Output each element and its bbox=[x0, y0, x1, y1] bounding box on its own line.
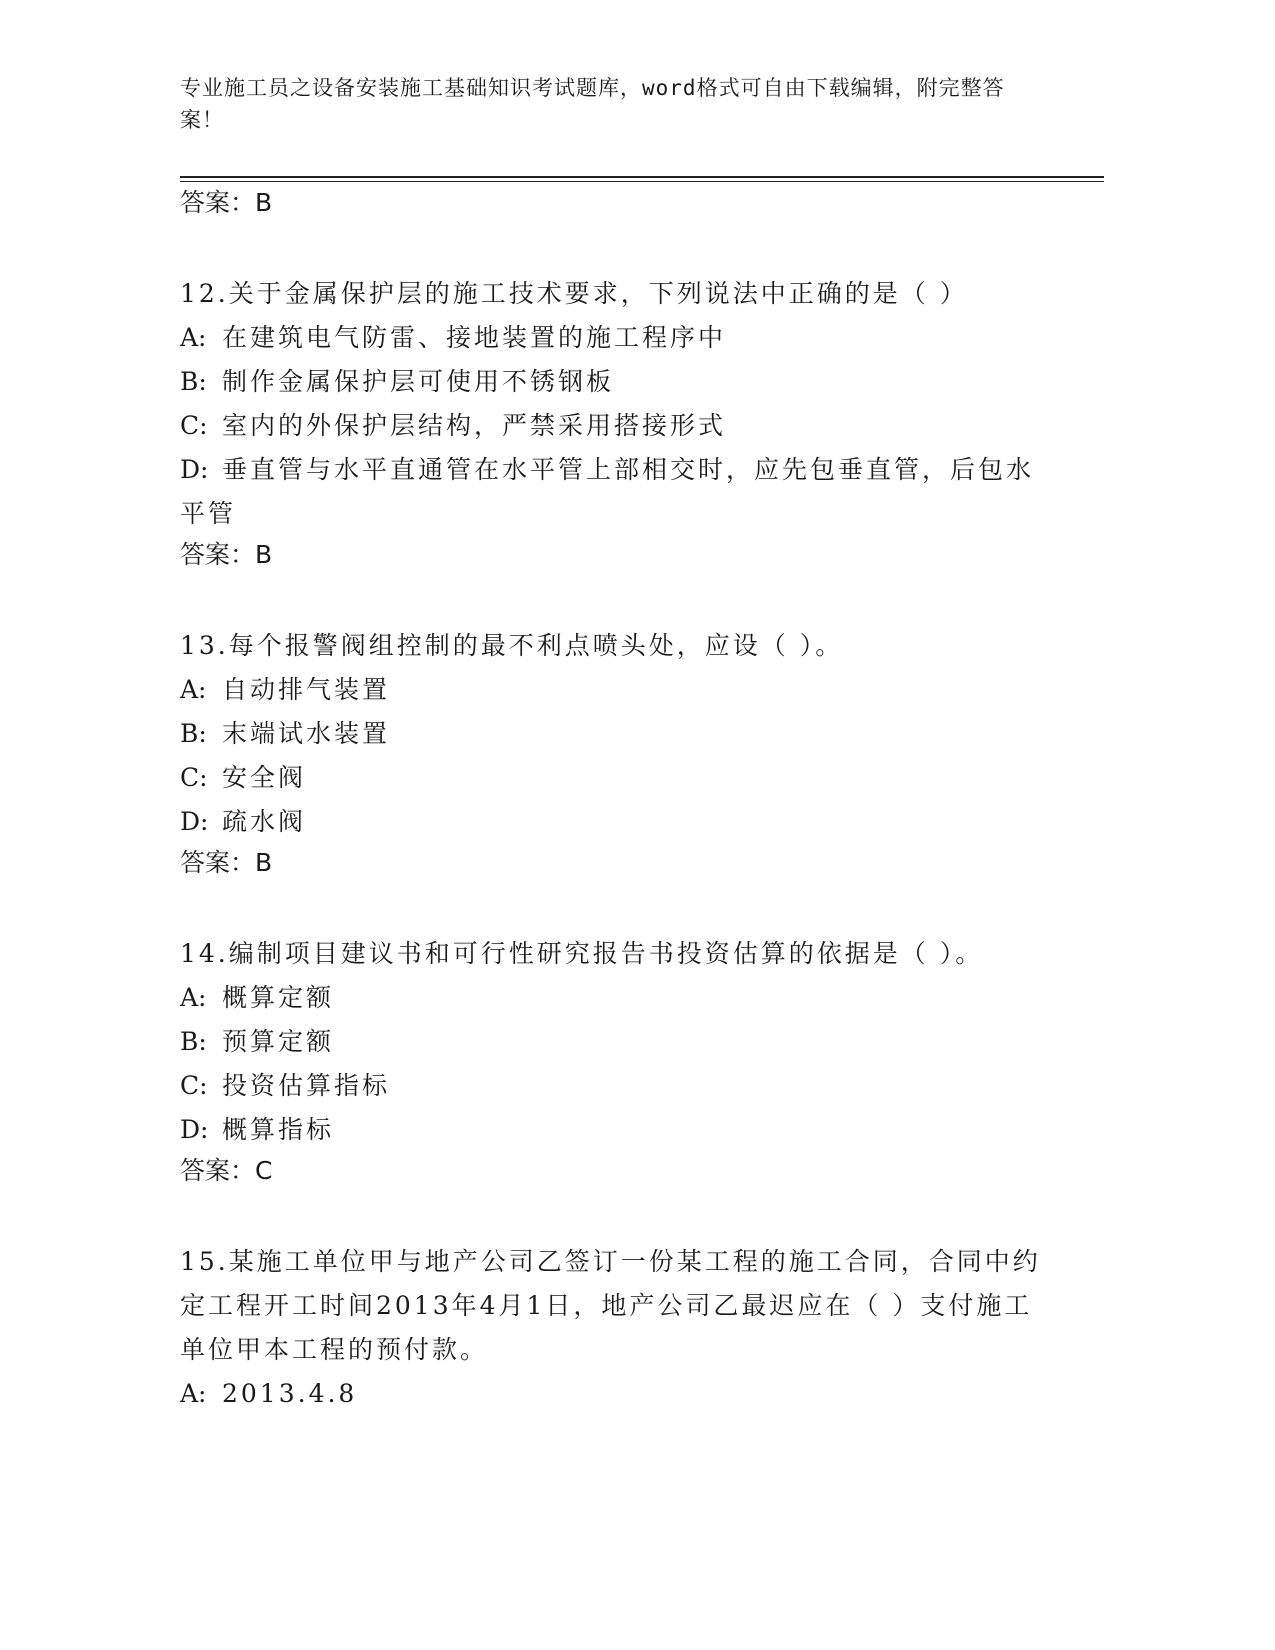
option-a bbox=[180, 668, 1060, 712]
question-stem: 14.编制项目建议书和可行性研究报告书投资估算的依据是（ ）。 bbox=[180, 939, 984, 968]
option-label: C: bbox=[180, 1071, 208, 1100]
option-label: A: bbox=[180, 675, 207, 704]
question-list bbox=[180, 184, 1060, 1416]
option-label: A: bbox=[180, 1379, 207, 1408]
question-12 bbox=[180, 272, 1060, 580]
header-divider bbox=[180, 176, 1104, 182]
option-label: C: bbox=[180, 411, 208, 440]
option-text: 末端试水装置 bbox=[222, 719, 391, 748]
option-label: B: bbox=[180, 719, 207, 748]
option-b bbox=[180, 1020, 1060, 1064]
option-c bbox=[180, 404, 1060, 448]
option-label: A: bbox=[180, 983, 207, 1012]
question-stem: 12.关于金属保护层的施工技术要求，下列说法中正确的是（ ） bbox=[180, 279, 968, 308]
question-14 bbox=[180, 932, 1060, 1196]
option-text: 制作金属保护层可使用不锈钢板 bbox=[222, 367, 615, 396]
option-b bbox=[180, 360, 1060, 404]
option-d bbox=[180, 800, 1060, 844]
option-text: 垂直管与水平直通管在水平管上部相交时，应先包垂直管，后包水平管 bbox=[180, 455, 1035, 528]
document-header: 专业施工员之设备安装施工基础知识考试题库，word格式可自由下载编辑，附完整答案！ bbox=[180, 76, 1005, 132]
option-c bbox=[180, 756, 1060, 800]
option-text: 预算定额 bbox=[222, 1027, 335, 1056]
option-d bbox=[180, 448, 1060, 536]
option-text: 概算指标 bbox=[222, 1115, 335, 1144]
option-c bbox=[180, 1064, 1060, 1108]
option-b bbox=[180, 712, 1060, 756]
option-a bbox=[180, 316, 1060, 360]
option-label: C: bbox=[180, 763, 208, 792]
question-15 bbox=[180, 1240, 1060, 1416]
option-text: 概算定额 bbox=[222, 983, 335, 1012]
option-label: B: bbox=[180, 367, 207, 396]
option-text: 疏水阀 bbox=[222, 807, 307, 836]
option-text: 室内的外保护层结构，严禁采用搭接形式 bbox=[222, 411, 727, 440]
option-label: B: bbox=[180, 1027, 207, 1056]
answer-line: 答案：B bbox=[180, 540, 273, 569]
answer-line: 答案：B bbox=[180, 188, 273, 217]
option-label: A: bbox=[180, 323, 207, 352]
question-13 bbox=[180, 624, 1060, 888]
question-stem: 15.某施工单位甲与地产公司乙签订一份某工程的施工合同，合同中约定工程开工时间2013年4月1日，地产公司乙最迟应在（ ）支付施工单位甲本工程的预付款。 bbox=[180, 1247, 1041, 1364]
option-d bbox=[180, 1108, 1060, 1152]
answer-line: 答案：C bbox=[180, 1156, 273, 1185]
option-label: D: bbox=[180, 807, 209, 836]
option-text: 在建筑电气防雷、接地装置的施工程序中 bbox=[222, 323, 727, 352]
option-label: D: bbox=[180, 455, 209, 484]
option-text: 自动排气装置 bbox=[222, 675, 391, 704]
option-label: D: bbox=[180, 1115, 209, 1144]
option-text: 安全阀 bbox=[222, 763, 307, 792]
question-stem: 13.每个报警阀组控制的最不利点喷头处，应设（ ）。 bbox=[180, 631, 844, 660]
option-text: 投资估算指标 bbox=[222, 1071, 391, 1100]
answer-line: 答案：B bbox=[180, 848, 273, 877]
option-text: 2013.4.8 bbox=[222, 1379, 358, 1408]
option-a bbox=[180, 976, 1060, 1020]
option-a bbox=[180, 1372, 1060, 1416]
